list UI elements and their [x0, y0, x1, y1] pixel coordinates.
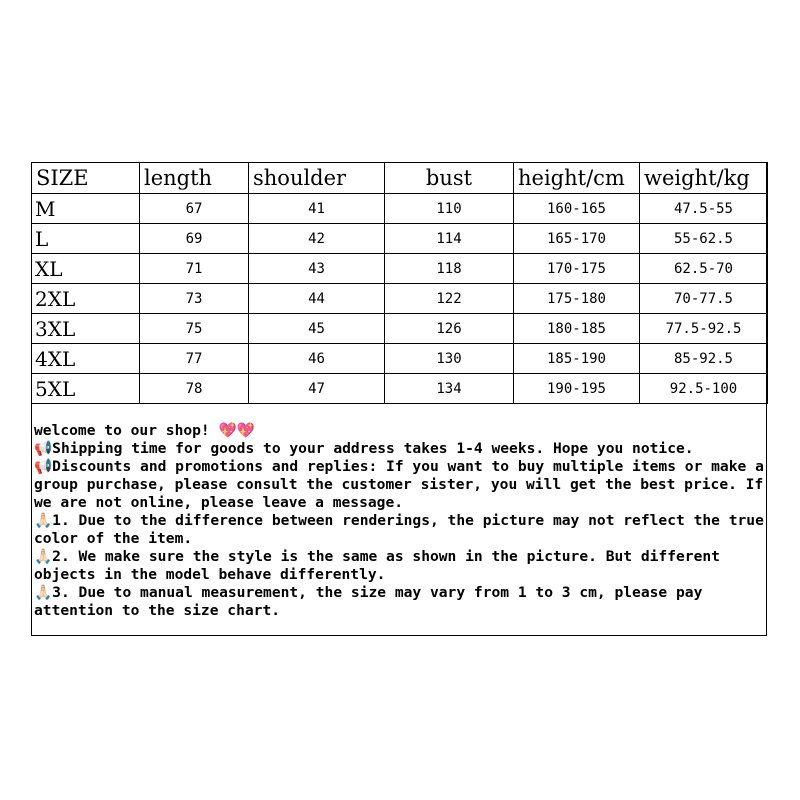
- size-cell: 3XL: [32, 314, 140, 344]
- header-shoulder: shoulder: [249, 163, 385, 194]
- megaphone-icon: 📢: [34, 458, 53, 475]
- shoulder-cell: 43: [249, 254, 385, 284]
- shoulder-cell: 46: [249, 344, 385, 374]
- note-2-line: [34, 548, 764, 584]
- length-cell: 71: [140, 254, 249, 284]
- shoulder-cell: 41: [249, 194, 385, 224]
- size-chart-table: [31, 162, 768, 404]
- size-cell: XL: [32, 254, 140, 284]
- size-cell: 5XL: [32, 374, 140, 404]
- length-cell: 77: [140, 344, 249, 374]
- weight-cell: 62.5-70: [640, 254, 768, 284]
- bust-cell: 114: [385, 224, 514, 254]
- weight-cell: 77.5-92.5: [640, 314, 768, 344]
- header-size: SIZE: [32, 163, 140, 194]
- bust-cell: 134: [385, 374, 514, 404]
- welcome-line: [34, 422, 764, 440]
- bust-cell: 110: [385, 194, 514, 224]
- header-weight: weight/kg: [640, 163, 768, 194]
- weight-cell: 55-62.5: [640, 224, 768, 254]
- table-row: [32, 314, 768, 344]
- shoulder-cell: 44: [249, 284, 385, 314]
- table-row: [32, 284, 768, 314]
- bust-cell: 118: [385, 254, 514, 284]
- praying-hands-icon: 🙏🏻: [34, 548, 53, 565]
- header-length: length: [140, 163, 249, 194]
- size-cell: 4XL: [32, 344, 140, 374]
- praying-hands-icon: 🙏🏻: [34, 512, 53, 529]
- weight-cell: 92.5-100: [640, 374, 768, 404]
- shoulder-cell: 42: [249, 224, 385, 254]
- note-3-line: [34, 584, 764, 620]
- discounts-text: Discounts and promotions and replies: If you want to buy multiple items or make a group purchase, please consult the customer sister, you will get the best price. If we are not online, please leave a message.: [34, 458, 764, 511]
- note-1-line: [34, 512, 764, 548]
- shoulder-cell: 47: [249, 374, 385, 404]
- weight-cell: 47.5-55: [640, 194, 768, 224]
- table-row: [32, 224, 768, 254]
- size-cell: 2XL: [32, 284, 140, 314]
- note-2-text: 2. We make sure the style is the same as shown in the picture. But different objects in the model behave differently.: [34, 548, 720, 583]
- length-cell: 78: [140, 374, 249, 404]
- length-cell: 73: [140, 284, 249, 314]
- table-row: [32, 194, 768, 224]
- note-1-text: 1. Due to the difference between renderings, the picture may not reflect the true color of the item.: [34, 512, 764, 547]
- height-cell: 170-175: [514, 254, 640, 284]
- header-bust: bust: [385, 163, 514, 194]
- size-cell: L: [32, 224, 140, 254]
- shop-notes: [34, 422, 764, 620]
- note-3-text: 3. Due to manual measurement, the size may vary from 1 to 3 cm, please pay attention to the size chart.: [34, 584, 703, 619]
- weight-cell: 70-77.5: [640, 284, 768, 314]
- length-cell: 75: [140, 314, 249, 344]
- heart-icon: 💖💖: [218, 422, 255, 439]
- size-cell: M: [32, 194, 140, 224]
- welcome-text: welcome to our shop!: [34, 422, 219, 439]
- height-cell: 175-180: [514, 284, 640, 314]
- bust-cell: 130: [385, 344, 514, 374]
- shipping-line: [34, 440, 764, 458]
- length-cell: 69: [140, 224, 249, 254]
- praying-hands-icon: 🙏🏻: [34, 584, 53, 601]
- bust-cell: 126: [385, 314, 514, 344]
- height-cell: 165-170: [514, 224, 640, 254]
- table-row: [32, 374, 768, 404]
- bust-cell: 122: [385, 284, 514, 314]
- shoulder-cell: 45: [249, 314, 385, 344]
- table-row: [32, 254, 768, 284]
- table-header-row: [32, 163, 768, 194]
- length-cell: 67: [140, 194, 249, 224]
- height-cell: 160-165: [514, 194, 640, 224]
- weight-cell: 85-92.5: [640, 344, 768, 374]
- height-cell: 190-195: [514, 374, 640, 404]
- header-height: height/cm: [514, 163, 640, 194]
- table-row: [32, 344, 768, 374]
- shipping-text: Shipping time for goods to your address takes 1-4 weeks. Hope you notice.: [52, 440, 694, 457]
- discounts-line: [34, 458, 764, 512]
- height-cell: 180-185: [514, 314, 640, 344]
- height-cell: 185-190: [514, 344, 640, 374]
- megaphone-icon: 📢: [34, 440, 53, 457]
